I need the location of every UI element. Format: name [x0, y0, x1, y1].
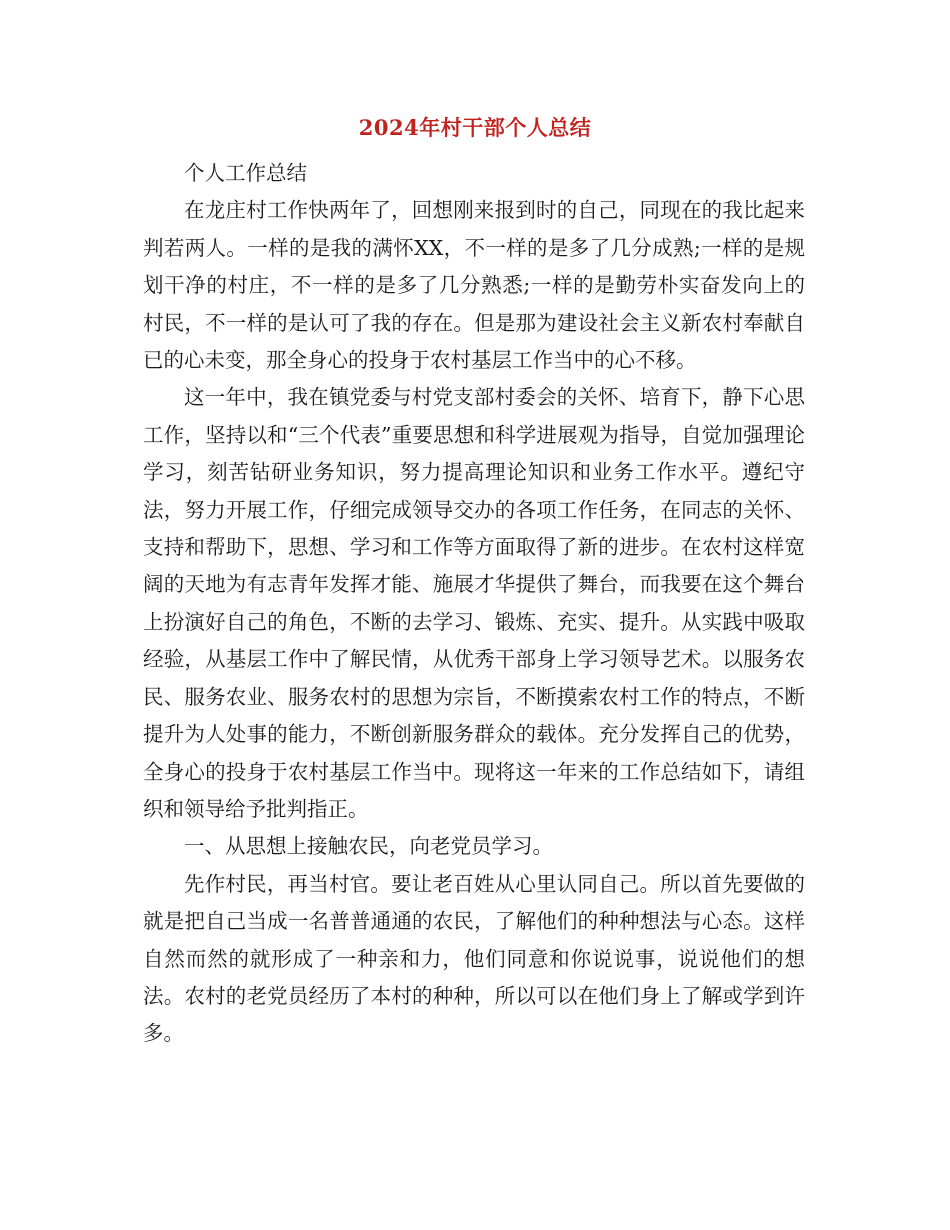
paragraph: 在龙庄村工作快两年了，回想刚来报到时的自己，同现在的我比起来判若两人。一样的是我的满怀XX，不一样的是多了几分成熟;一样的是规划干净的村庄，不一样的是多了几分熟悉;一样的是勤劳朴实奋发向上的村民，不一样的是认可了我的存在。但是那为建设社会主义新农村奉献自已的心未变，那全身心的投身于农村基层工作当中的心不移。: [143, 198, 805, 373]
document-body: [143, 155, 805, 1053]
section-heading-personal-summary: 个人工作总结: [184, 161, 307, 185]
paragraph: 这一年中，我在镇党委与村党支部村委会的关怀、培育下，静下心思工作，坚持以和“三个代表”重要思想和科学进展观为指导，自觉加强理论学习，刻苦钻研业务知识，努力提高理论知识和业务工作水平。遵纪守法，努力开展工作，仔细完成领导交办的各项工作任务，在同志的关怀、支持和帮助下，思想、学习和工作等方面取得了新的进步。在农村这样宽阔的天地为有志青年发挥才能、施展才华提供了舞台，而我要在这个舞台上扮演好自己的角色，不断的去学习、锻炼、充实、提升。从实践中吸取经验，从基层工作中了解民情，从优秀干部身上学习领导艺术。以服务农民、服务农业、服务农村的思想为宗旨，不断摸索农村工作的特点，不断提升为人处事的能力，不断创新服务群众的载体。充分发挥自己的优势，全身心的投身于农村基层工作当中。现将这一年来的工作总结如下，请组织和领导给予批判指正。: [143, 385, 805, 821]
paragraph: 先作村民，再当村官。要让老百姓从心里认同自己。所以首先要做的就是把自己当成一名普普通通的农民，了解他们的种种想法与心态。这样自然而然的就形成了一种亲和力，他们同意和你说说事，说说他们的想法。农村的老党员经历了本村的种种，所以可以在他们身上了解或学到许多。: [143, 871, 805, 1046]
section-heading-one: 一、从思想上接触农民，向老党员学习。: [184, 834, 553, 859]
document-title: 2024年村干部个人总结: [358, 115, 592, 140]
